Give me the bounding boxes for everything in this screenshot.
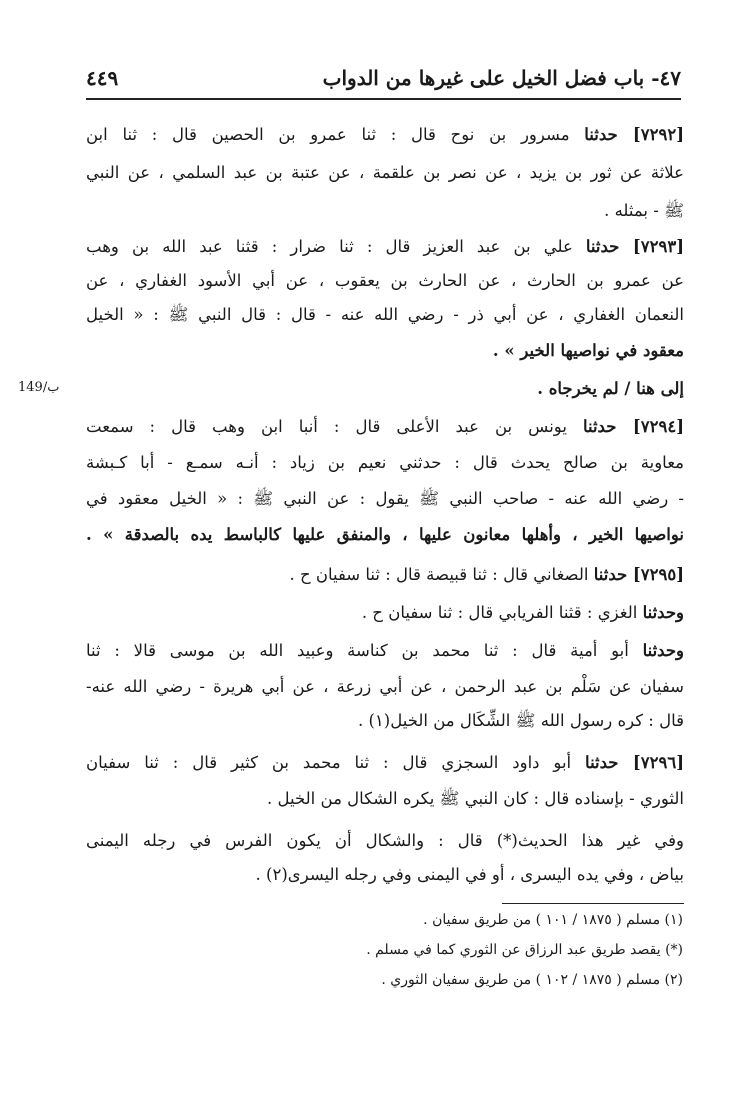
text-line: معاوية بن صالح يحدث قال : حدثني نعيم بن زياد : أنـه سمـع - أبا كـبشة xyxy=(86,453,684,472)
text-line: عن عمرو بن الحارث ، عن الحارث بن يعقوب ، عن أبي الأسود الغفاري ، عن xyxy=(86,271,684,290)
footnote: (٢) مسلم ( ١٨٧٥ / ١٠٢ ) من طريق سفيان الثوري . xyxy=(381,972,683,988)
text-line: علاثة عن ثور بن يزيد ، عن نصر بن علقمة ، عن عتبة بن عبد السلمي ، عن النبي xyxy=(86,163,684,182)
footnote: (١) مسلم ( ١٨٧٥ / ١٠١ ) من طريق سفيان . xyxy=(423,912,683,928)
text-line: الثوري - بإسناده قال : كان النبي ﷺ يكره الشكال من الخيل . xyxy=(267,789,684,808)
text-line: [٧٢٩٤] حدثنا يونس بن عبد الأعلى قال : أنبا ابن وهب قال : سمعت xyxy=(86,417,684,436)
text-line: [٧٢٩٥] حدثنا الصغاني قال : ثنا قبيصة قال : ثنا سفيان ح . xyxy=(289,565,684,584)
footnote-separator xyxy=(502,903,684,904)
text-line: سفيان عن سَلْم بن عبد الرحمن ، عن أبي زرعة ، عن أبي هريرة - رضي الله عنه- xyxy=(86,677,684,696)
text-line: - رضي الله عنه - صاحب النبي ﷺ يقول : عن النبي ﷺ : « الخيل معقود في xyxy=(86,489,684,508)
text-line: بياض ، وفي يده اليسرى ، أو في اليمنى وفي رجله اليسرى(٢) . xyxy=(255,865,684,884)
text-line: وحدثنا الغزي : قثنا الفريابي قال : ثنا سفيان ح . xyxy=(361,603,684,622)
text-line: [٧٢٩٢] حدثنا مسرور بن نوح قال : ثنا عمرو بن الحصين قال : ثنا ابن xyxy=(86,125,684,144)
text-line: ﷺ - بمثله . xyxy=(604,201,684,220)
text-line: [٧٢٩٦] حدثنا أبو داود السجزي قال : ثنا محمد بن كثير قال : ثنا سفيان xyxy=(86,753,684,772)
text-line: وفي غير هذا الحديث(*) قال : والشكال أن يكون الفرس في رجله اليمنى xyxy=(86,831,684,850)
chapter-title: ٤٧- باب فضل الخيل على غيرها من الدواب xyxy=(322,66,681,90)
margin-folio-note: 149/ب xyxy=(18,380,60,395)
page-number: ٤٤٩ xyxy=(86,66,119,90)
text-line: قال : كره رسول الله ﷺ الشِّكَال من الخيل(١) . xyxy=(357,711,684,730)
text-line: [٧٢٩٣] حدثنا علي بن عبد العزيز قال : ثنا ضرار : قثنا عبد الله بن وهب xyxy=(86,237,684,256)
text-line: النعمان الغفاري ، عن أبي ذر - رضي الله عنه - قال : قال النبي ﷺ : « الخيل xyxy=(86,305,684,324)
running-header xyxy=(86,62,681,96)
text-line: معقود في نواصيها الخير » . xyxy=(492,341,684,360)
text-line: إلى هنا / لم يخرجاه . xyxy=(537,379,684,398)
footnote: (*) يقصد طريق عبد الرزاق عن الثوري كما في مسلم . xyxy=(366,942,683,958)
text-line: نواصيها الخير ، وأهلها معانون عليها ، والمنفق عليها كالباسط يده بالصدقة » . xyxy=(86,525,684,544)
header-rule xyxy=(86,98,681,100)
text-line: وحدثنا أبو أمية قال : ثنا محمد بن كناسة وعبيد الله بن موسى قالا : ثنا xyxy=(86,641,684,660)
